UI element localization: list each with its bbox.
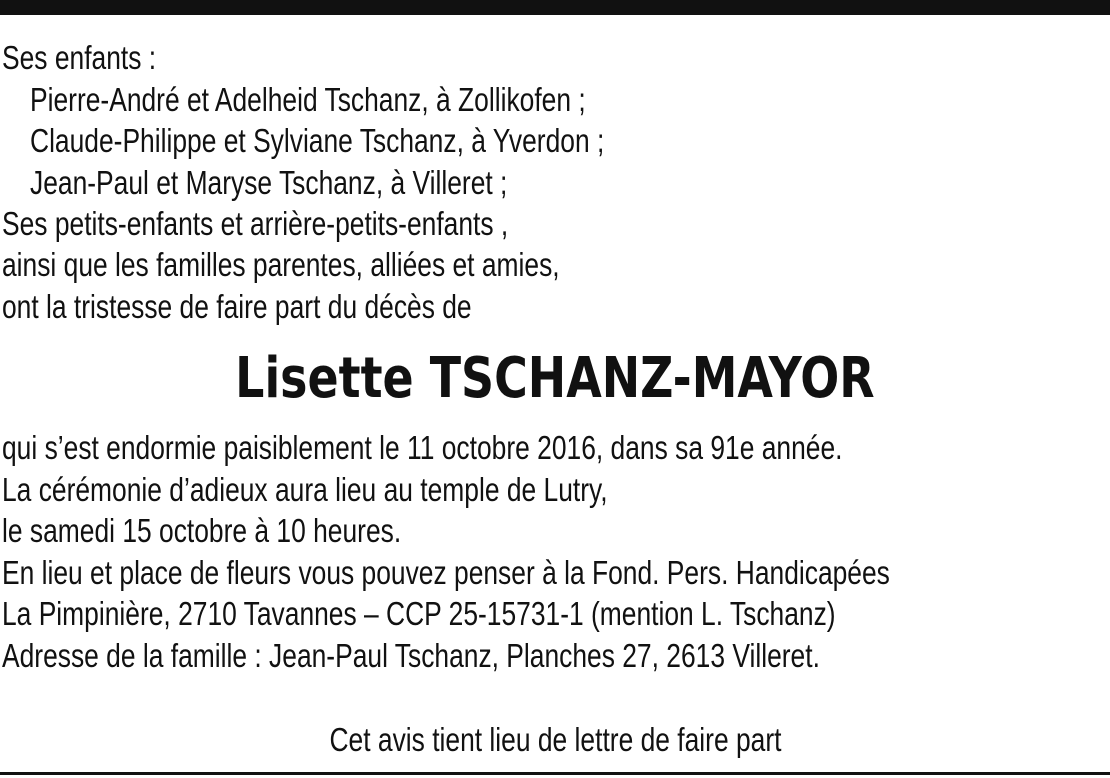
closing-note-block <box>0 720 1110 760</box>
detail-line: qui s’est endormie paisiblement le 11 octobre 2016, dans sa 91e année. <box>2 429 843 466</box>
detail-line: Adresse de la famille : Jean-Paul Tschanz, Planches 27, 2613 Villeret. <box>2 637 820 674</box>
announcement-line: ont la tristesse de faire part du décès de <box>2 288 472 325</box>
child-entry: Pierre-André et Adelheid Tschanz, à Zollikofen ; <box>30 81 586 118</box>
deceased-name-heading <box>0 346 1110 412</box>
child-entry: Claude-Philippe et Sylviane Tschanz, à Yverdon ; <box>30 122 605 159</box>
detail-line: le samedi 15 octobre à 10 heures. <box>2 512 402 549</box>
children-heading: Ses enfants : <box>2 39 157 76</box>
detail-line: En lieu et place de fleurs vous pouvez penser à la Fond. Pers. Handicapées <box>2 554 890 591</box>
deceased-name: Lisette TSCHANZ-MAYOR <box>235 346 875 411</box>
child-entry: Jean-Paul et Maryse Tschanz, à Villeret ; <box>30 164 508 201</box>
detail-line: La cérémonie d’adieux aura lieu au temple de Lutry, <box>2 471 608 508</box>
detail-line: La Pimpinière, 2710 Tavannes – CCP 25-15731-1 (mention L. Tschanz) <box>2 595 836 632</box>
families-line: ainsi que les familles parentes, alliées et amies, <box>2 246 560 283</box>
grandchildren-line: Ses petits-enfants et arrière-petits-enfants , <box>2 205 509 242</box>
closing-note: Cet avis tient lieu de lettre de faire part <box>329 721 781 758</box>
bottom-border-rule <box>0 772 1110 775</box>
top-border-bar <box>0 0 1110 15</box>
